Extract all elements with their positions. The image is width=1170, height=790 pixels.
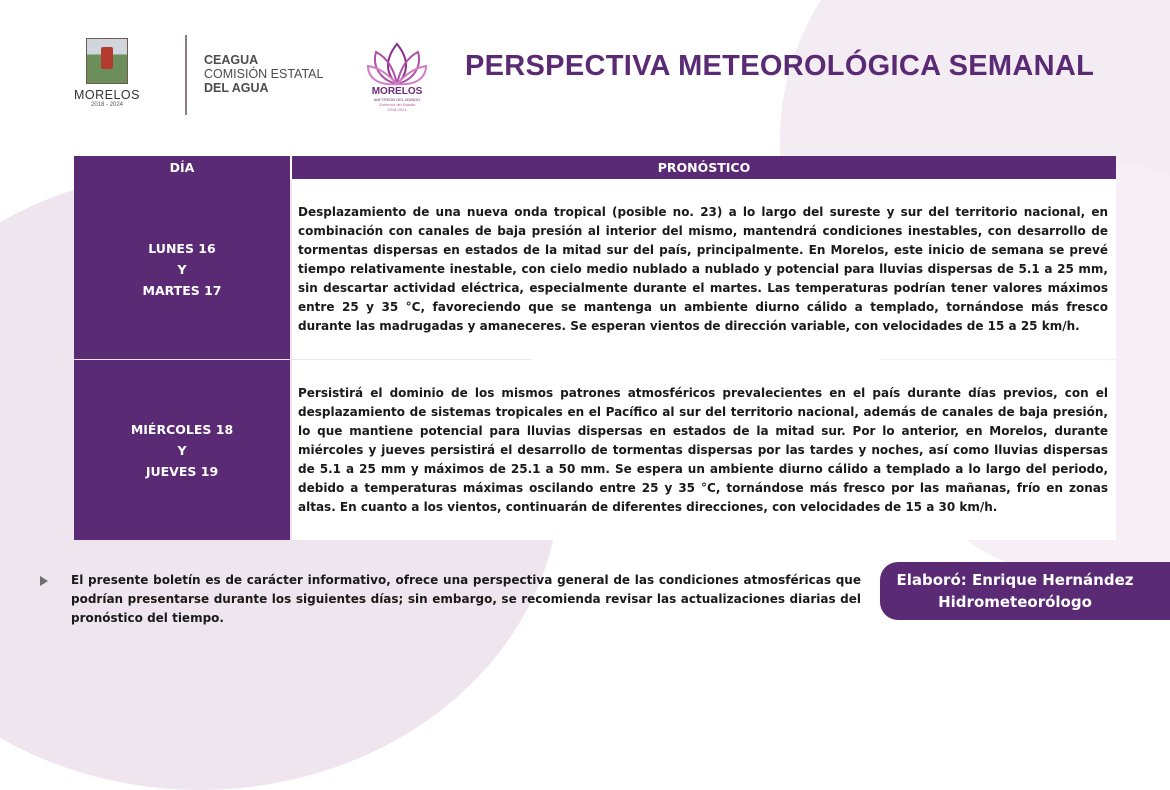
state-shield-icon [86,38,128,84]
government-logo [362,38,432,118]
author-credit-badge [880,562,1170,620]
header-divider [185,35,187,115]
forecast-text: Desplazamiento de una nueva onda tropical (posible no. 23) a lo largo del sureste y sur del territorio nacional, en combinación con canales de baja presión al interior del mismo, mantendrá condiciones inestables, con desarrollo de tormentas dispersas en estados de la mitad sur del país, principalmente. En Morelos, este inicio de semana se prevé tiempo relativamente inestable, con cielo medio nublado a nublado y potencial para lluvias dispersas de 5.1 a 25 mm, sin descartar actividad eléctrica, especialmente durante el martes. Las temperaturas podrían tener valores máximos entre 25 y 35 °C, favoreciendo que se mantenga un ambiente diurno cálido a templado, tornándose más fresco durante las madrugadas y amaneceres. Se esperan vientos de dirección variable, con velocidades de 15 a 25 km/h. [298,204,1108,333]
government-logo-sub: Gobierno del Estado [378,102,416,107]
day-line-2: Y [177,261,187,277]
state-logo-years: 2018 - 2024 [90,102,124,108]
state-logo-name: MORELOS [73,88,140,102]
day-line-1: MIÉRCOLES 18 [130,421,234,437]
forecast-cell [292,360,1116,540]
forecast-text: Persistirá el dominio de los mismos patrones atmosféricos prevalecientes en el país durante días previos, con el desplazamiento de sistemas tropicales en el Pacífico al sur del territorio nacional, además de canales de baja presión, lo que mantiene potencial para lluvias dispersas en estados de la mitad sur. Por lo anterior, en Morelos, durante miércoles y jueves persistirá el desarrollo de tormentas dispersas por las tardes y noches, así como lluvias dispersas de 5.1 a 25 mm y máximos de 25.1 a 50 mm. Se espera un ambiente diurno cálido a templado a lo largo del periodo, debido a temperaturas máximas oscilando entre 25 y 35 °C, tornándose más fresco por las mañanas, frío en zonas altas. En cuanto a los vientos, continuarán de diferentes direcciones, con velocidades de 15 a 30 km/h. [298,385,1108,514]
agency-logo [204,53,323,95]
agency-line1: CEAGUA [204,53,259,67]
column-header-day: DÍA [74,156,290,179]
government-logo-slogan: ANFITRIÓN DEL MUNDO [373,97,421,102]
credit-line-1: Elaboró: Enrique Hernández [896,571,1134,589]
bullet-arrow-icon [40,576,48,586]
agency-line2: COMISIÓN ESTATAL [204,67,324,81]
day-cell [74,360,290,540]
day-line-1: LUNES 16 [148,240,216,256]
day-line-3: MARTES 17 [142,282,222,298]
credit-line-2: Hidrometeorólogo [938,593,1092,611]
government-logo-name: MORELOS [371,86,423,97]
forecast-cell [292,179,1116,359]
lotus-icon [366,38,428,88]
column-header-forecast: PRONÓSTICO [292,156,1116,179]
agency-line3: DEL AGUA [204,81,269,95]
disclaimer-note: El presente boletín es de carácter informativo, ofrece una perspectiva general de las condiciones atmosféricas que podrían presentarse durante los siguientes días; sin embargo, se recomienda revisar las actualizaciones diarias del pronóstico del tiempo. [71,573,861,625]
day-line-2: Y [177,442,187,458]
table-row [74,179,1116,359]
page-title: PERSPECTIVA METEOROLÓGICA SEMANAL [465,50,1095,82]
header [0,0,1170,130]
state-logo [72,38,142,118]
day-cell [74,179,290,359]
government-logo-years: 2018-2024 [387,107,407,112]
day-line-3: JUEVES 19 [145,463,219,479]
table-row [74,360,1116,540]
